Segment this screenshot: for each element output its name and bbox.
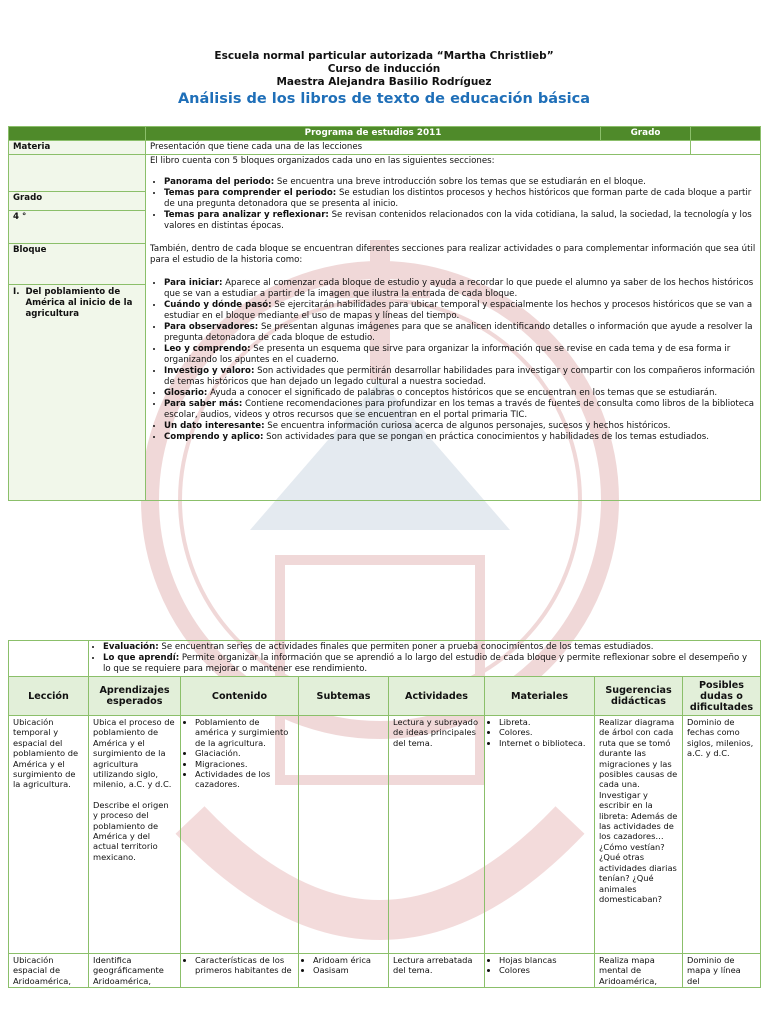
activity-item: • Glosario: Ayuda a conocer el significado de palabras o conceptos históricos que se encuentran en los temas que se estudiarán.	[164, 388, 756, 399]
row2-materiales: • Hojas blancas • Colores	[485, 954, 595, 988]
row1-contenido: • Poblamiento de américa y surgimiento de la agricultura. • Glaciación. • Migraciones. • Actividades de los cazadores.	[181, 716, 299, 954]
grade-header: Grado	[601, 127, 691, 141]
col-subtemas: Subtemas	[299, 677, 389, 716]
materia-value: Presentación que tiene cada una de las lecciones	[146, 141, 691, 155]
row1-subtemas	[299, 716, 389, 954]
row1-aprendizajes: Ubica el proceso de poblamiento de América y el surgimiento de la agricultura utilizando siglo, milenio, a.C. y d.C. Describe el origen y proceso del poblamiento de América y del actual territorio mexicano.	[89, 716, 181, 954]
activity-item: • Un dato interesante: Se encuentra información curiosa acerca de algunos personajes, sucesos y hechos históricos.	[164, 421, 756, 432]
row1-actividades: Lectura y subrayado de ideas principales del tema.	[389, 716, 485, 954]
row1-leccion: Ubicación temporal y espacial del poblamiento de América y el surgimiento de la agricultura.	[9, 716, 89, 954]
row2-sugerencias: Realiza mapa mental de Aridoamérica,	[595, 954, 683, 988]
row2-dudas: Dominio de mapa y línea del	[683, 954, 761, 988]
continued-items-cell	[89, 641, 761, 677]
grado-label: Grado	[9, 192, 145, 211]
col-dudas: Posibles dudas o dificultades	[683, 677, 761, 716]
col-aprendizajes: Aprendizajes esperados	[89, 677, 181, 716]
section-item: • Panorama del periodo: Se encuentra una breve introducción sobre los temas que se estudiarán en el bloque.	[164, 177, 756, 188]
bloque-label: Bloque	[9, 244, 145, 285]
table-row	[9, 954, 761, 988]
table-row	[9, 716, 761, 954]
activity-item: • Comprendo y aplico: Son actividades para que se pongan en práctica conocimientos y habilidades de los temas estudiados.	[164, 432, 756, 443]
col-contenido: Contenido	[181, 677, 299, 716]
sections-list	[150, 177, 756, 232]
activity-item: • Para observadores: Se presentan algunas imágenes para que se analicen identificando detalles o información que ayude a resolver la pregunta detonadora de cada bloque de estudio.	[164, 322, 756, 344]
row1-materiales: • Libreta. • Colores. • Internet o biblioteca.	[485, 716, 595, 954]
bloque-name: Del poblamiento de América al inicio de la agricultura	[25, 287, 133, 319]
bloque-value	[9, 285, 145, 322]
program-header: Programa de estudios 2011	[146, 127, 601, 141]
col-leccion: Lección	[9, 677, 89, 716]
activities-list	[150, 278, 756, 443]
activity-item: • Investigo y valoro: Son actividades que permitirán desarrollar habilidades para investigar y compartir con los compañeros información de temas históricos que han dejado un legado cultural a nuestra sociedad.	[164, 366, 756, 388]
row1-sugerencias: Realizar diagrama de árbol con cada ruta que se tomó durante las migraciones y las posibles causas de cada una. Investigar y escribir en la libreta: Además de las actividades de los cazadores… ¿Cómo vestían? ¿Qué otras actividades diarias tenían? ¿Qué animales domesticaban?	[595, 716, 683, 954]
col-materiales: Materiales	[485, 677, 595, 716]
activity-item: • Cuándo y dónde pasó: Se ejercitarán habilidades para ubicar temporal y espacialmente los hechos y procesos históricos que se van a estudiar en el bloque mediante el uso de mapas y líneas del tiempo.	[164, 300, 756, 322]
school-name: Escuela normal particular autorizada “Martha Christlieb”	[214, 50, 554, 62]
row1-dudas: Dominio de fechas como siglos, milenios, a.C. y d.C.	[683, 716, 761, 954]
activity-item: • Leo y comprendo: Se presenta un esquema que sirve para organizar la información que se revise en cada tema y de esa forma ir organizando los apuntes en el cuaderno.	[164, 344, 756, 366]
row2-leccion: Ubicación espacial de Aridoamérica,	[9, 954, 89, 988]
document-title: Análisis de los libros de texto de educación básica	[177, 91, 591, 107]
col-sugerencias: Sugerencias didácticas	[595, 677, 683, 716]
program-table	[8, 126, 761, 501]
activity-item: • Lo que aprendí: Permite organizar la información que se aprendió a lo largo del estudio de cada bloque y permite reflexionar sobre el desempeño y lo que se requiere para mejorar o mantener ese rendimiento.	[103, 653, 756, 675]
section-item: • Temas para analizar y reflexionar: Se revisan contenidos relacionados con la vida cotidiana, la salud, la sociedad, la tecnología y los valores en distintas épocas.	[164, 210, 756, 232]
document-header	[0, 50, 768, 107]
grado-value: 4 °	[9, 211, 145, 244]
intro-text: El libro cuenta con 5 bloques organizados cada uno en las siguientes secciones:	[150, 156, 495, 166]
materia-label: Materia	[9, 141, 146, 155]
sections-cell	[146, 155, 761, 501]
activity-item: • Evaluación: Se encuentran series de actividades finales que permiten poner a prueba conocimientos de los temas estudiados.	[103, 642, 756, 653]
teacher-name: Maestra Alejandra Basilio Rodríguez	[276, 76, 492, 88]
lesson-table	[8, 640, 761, 988]
row2-contenido: • Características de los primeros habitantes de	[181, 954, 299, 988]
left-column	[9, 155, 146, 501]
row2-aprendizajes: Identifica geográficamente Aridoamérica,	[89, 954, 181, 988]
row2-actividades: Lectura arrebatada del tema.	[389, 954, 485, 988]
bloque-number: I.	[13, 287, 20, 297]
continued-list	[93, 642, 756, 675]
activity-item: • Para saber más: Contiene recomendaciones para profundizar en los temas a través de fuentes de consulta como libros de la biblioteca escolar, audios, videos y otros recursos que se encuentran en el portal primaria TIC.	[164, 399, 756, 421]
row2-subtemas: • Aridoam érica • Oasisam	[299, 954, 389, 988]
column-headers	[9, 677, 761, 716]
activity-item: • Para iniciar: Aparece al comenzar cada bloque de estudio y ayuda a recordar lo que puede el alumno ya saber de los hechos históricos que se van a estudiar a partir de la imagen que ilustra la entrada de cada bloque.	[164, 278, 756, 300]
course-name: Curso de inducción	[327, 63, 441, 75]
also-text: También, dentro de cada bloque se encuentran diferentes secciones para realizar actividades o para complementar información que sea útil para el estudio de la historia como:	[150, 244, 756, 265]
section-item: • Temas para comprender el periodo: Se estudian los distintos procesos y hechos históricos que forman parte de cada bloque a partir de una pregunta detonadora que se presenta al inicio.	[164, 188, 756, 210]
col-actividades: Actividades	[389, 677, 485, 716]
